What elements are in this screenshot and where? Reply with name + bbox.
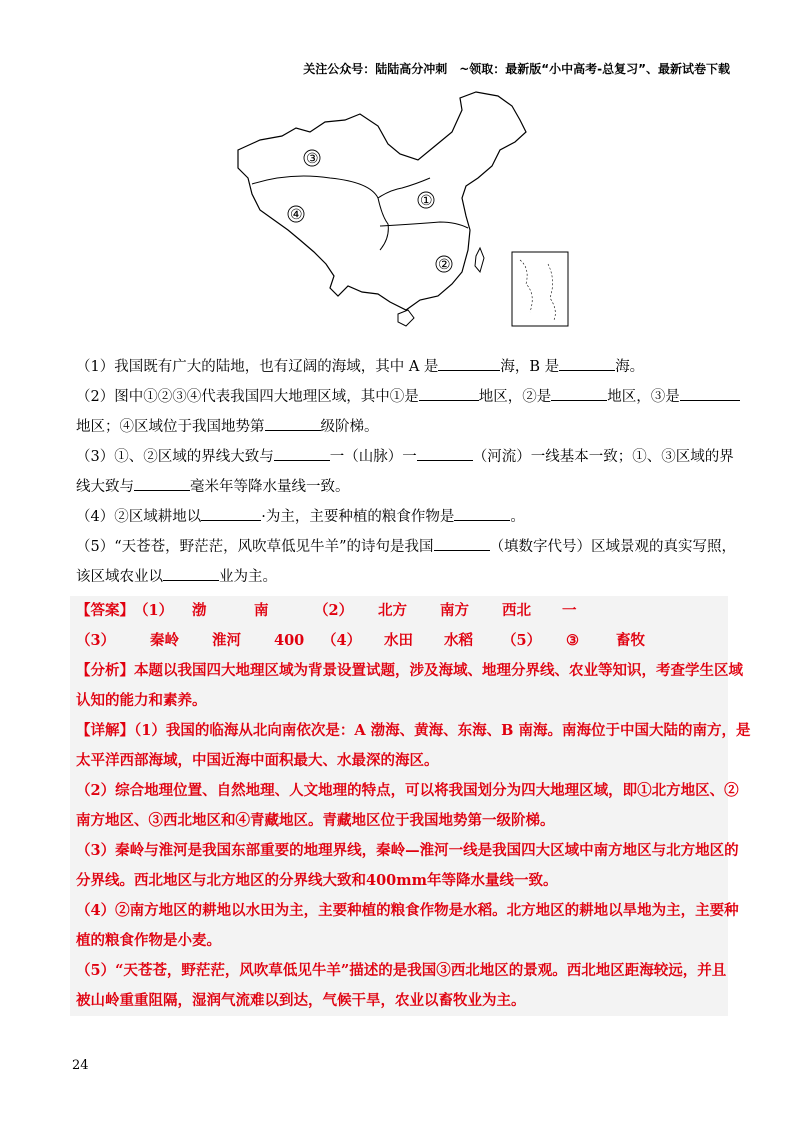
map-svg bbox=[230, 88, 580, 338]
answer-blank[interactable] bbox=[134, 472, 190, 491]
detail-line-1: 【详解】（1）我国的临海从北向南依次是：A 渤海、黄海、东海、B 南海。南海位于中国大陆的南方，是 bbox=[76, 722, 751, 739]
answer-blank[interactable] bbox=[201, 502, 261, 521]
inset-dashed-line bbox=[520, 260, 532, 312]
detail-line-3: （2）综合地理位置、自然地理、人文地理的特点，可以将我国划分为四大地理区域，即①北方地区、② bbox=[76, 782, 739, 799]
map-label-1: ① bbox=[420, 193, 433, 209]
south-china-sea-inset bbox=[512, 252, 568, 326]
answer-blank[interactable] bbox=[680, 382, 740, 401]
hainan-island bbox=[398, 310, 414, 326]
boundary-northwest bbox=[252, 176, 388, 250]
answer-tag: 【答案】 bbox=[76, 602, 134, 619]
answer-blank[interactable] bbox=[454, 502, 510, 521]
answer-blank[interactable] bbox=[265, 412, 321, 431]
country-outline bbox=[238, 92, 526, 310]
answer-box bbox=[70, 596, 751, 1016]
question-3-cont: 线大致与 毫米年等降水量线一致。 bbox=[76, 472, 726, 502]
taiwan-island bbox=[475, 248, 484, 272]
question-2-cont: 地区；④区域位于我国地势第 级阶梯。 bbox=[76, 412, 726, 442]
detail-line-10: 被山岭重重阻隔，湿润气流难以到达，气候干旱，农业以畜牧业为主。 bbox=[76, 992, 526, 1009]
question-5-cont: 该区域农业以 业为主。 bbox=[76, 562, 726, 592]
analysis-line-1: 【分析】本题以我国四大地理区域为背景设置试题，涉及海域、地理分界线、农业等知识，考查学生区域 bbox=[76, 662, 743, 679]
map-label-4: ④ bbox=[290, 207, 303, 223]
answer-blank[interactable] bbox=[438, 352, 500, 371]
page-number: 24 bbox=[72, 1058, 89, 1073]
inset-dashed-line-2 bbox=[548, 264, 555, 320]
detail-line-4: 南方地区、③西北地区和④青藏地区。青藏地区位于我国地势第一级阶梯。 bbox=[76, 812, 555, 829]
answer-row-1: 【答案】（1） 渤 南 （2） 北方 南方 西北 一 bbox=[76, 602, 577, 619]
map-label-2: ② bbox=[438, 257, 451, 273]
question-block bbox=[76, 352, 737, 592]
question-3: （3）①、②区域的界线大致与 一（山脉）一 （河流）一线基本一致；①、③区域的界 bbox=[76, 442, 726, 472]
map-label-3: ③ bbox=[306, 151, 319, 167]
detail-line-9: （5）“天苍苍，野茫茫，风吹草低见牛羊”描述的是我国③西北地区的景观。西北地区距海较远，并且 bbox=[76, 962, 727, 979]
analysis-line-2: 认知的能力和素养。 bbox=[76, 692, 207, 709]
question-1: （1）我国既有广大的陆地，也有辽阔的海域，其中 A 是 海，B 是 海。 bbox=[76, 352, 726, 382]
question-4: （4）②区域耕地以 ·为主，主要种植的粮食作物是 。 bbox=[76, 502, 726, 532]
answer-blank[interactable] bbox=[417, 442, 473, 461]
detail-line-7: （4）②南方地区的耕地以水田为主，主要种植的粮食作物是水稻。北方地区的耕地以旱地为主，主要种 bbox=[76, 902, 739, 919]
detail-line-6: 分界线。西北地区与北方地区的分界线大致和400mm年等降水量线一致。 bbox=[76, 872, 558, 889]
answer-blank[interactable] bbox=[419, 382, 479, 401]
answer-blank[interactable] bbox=[163, 562, 219, 581]
answer-blank[interactable] bbox=[274, 442, 330, 461]
detail-line-5: （3）秦岭与淮河是我国东部重要的地理界线，秦岭—淮河一线是我国四大区域中南方地区与北方地区的 bbox=[76, 842, 739, 859]
boundary-north-south bbox=[380, 222, 468, 228]
question-2: （2）图中①②③④代表我国四大地理区域，其中①是 地区，②是 地区，③是 bbox=[76, 382, 726, 412]
question-5: （5）“天苍苍，野茫茫，风吹草低见牛羊”的诗句是我国 （填数字代号）区域景观的真实写照， bbox=[76, 532, 726, 562]
answer-blank[interactable] bbox=[434, 532, 490, 551]
answer-blank[interactable] bbox=[551, 382, 607, 401]
page-header: 关注公众号：陆陆高分冲刺 ~领取：最新版“小中高考-总复习”、最新试卷下载 bbox=[303, 62, 730, 76]
answer-row-2: （3） 秦岭 淮河 400 （4） 水田 水稻 （5） ③ 畜牧 bbox=[76, 632, 645, 649]
detail-line-8: 植的粮食作物是小麦。 bbox=[76, 932, 221, 949]
answer-blank[interactable] bbox=[559, 352, 615, 371]
detail-line-2: 太平洋西部海域，中国近海中面积最大、水最深的海区。 bbox=[76, 752, 439, 769]
china-regions-map bbox=[230, 88, 580, 338]
